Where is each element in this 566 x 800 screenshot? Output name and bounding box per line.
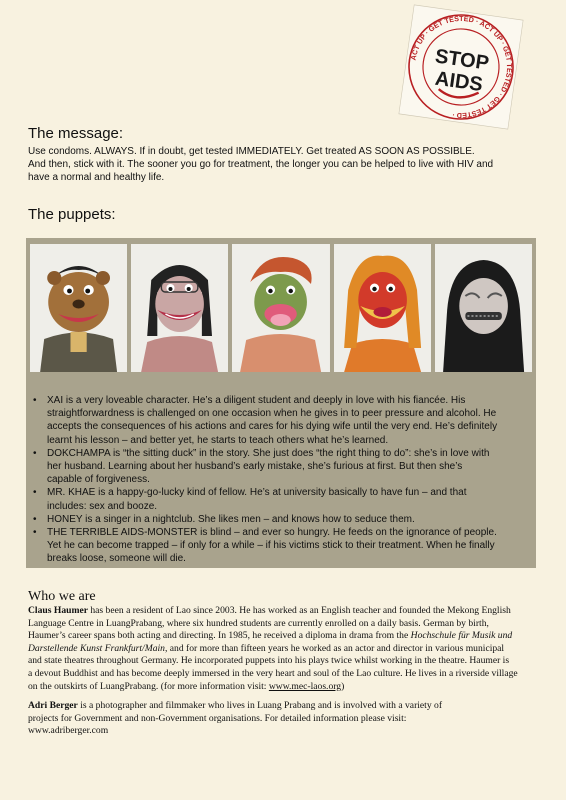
puppet-description-list — [30, 394, 547, 566]
message-line: have a normal and healthy life. — [28, 172, 165, 184]
message-heading: The message: — [28, 125, 124, 142]
logo-ring-text: ACT UP · GET TESTED · ACT UP · GET TESTED · GET TESTED · — [408, 13, 515, 121]
adriberger-link[interactable]: www.adriberger.com — [28, 725, 109, 737]
adri-berger-name: Adri Berger — [28, 700, 78, 711]
puppet-photo-honey — [334, 244, 431, 372]
puppet-photo-row — [30, 244, 532, 372]
adri-berger-bio: Adri Berger is a photographer and filmmaker who lives in Luang Prabang and is involved with a variety of projects for Government and non-Government organisations. For detailed information please visit: www.adriberger.com — [28, 700, 536, 738]
who-we-are-heading: Who we are — [28, 589, 96, 604]
list-item: • THE TERRIBLE AIDS-MONSTER is blind – and ever so hungry. He feeds on the ignorance of people. Yet he can become trapped – if only for a while – if his victims stick to their treatment. When he finally breaks loose, someone will die. — [47, 526, 547, 566]
mec-laos-link[interactable]: www.mec-laos.org — [268, 680, 342, 692]
logo-stop-text: STOP — [433, 45, 491, 75]
puppets-heading: The puppets: — [28, 206, 116, 223]
list-item: • HONEY is a singer in a nightclub. She likes men – and knows how to seduce them. — [47, 513, 547, 526]
message-text — [28, 145, 538, 185]
list-item: • DOKCHAMPA is “the sitting duck” in the story. She just does “the right thing to do”: she’s in love with her husband. Learning about her husband’s early mistake, she’s furious at first. But then she’s capable of forgiveness. — [47, 447, 547, 487]
puppet-photo-aids-monster — [435, 244, 532, 372]
claus-haumer-bio: Claus Haumer has been a resident of Lao since 2003. He has worked as an English teacher and founded the Mekong English Language Centre in LuangPrabang, where six hundred students are currently enrolled on a daily basis. German by birth, Haumer’s career spans both acting and directing. In 1985, he received a diploma in drama from the Hochschule für Musik und Darstellende Kunst Frankfurt/Main, and for more than fifteen years he worked as an actor and director in various municipal and state theatres throughout Germany. He incorporated puppets into his plays twice whilst working in the theatre. Haumer is a devout Buddhist and has become deeply immersed in the very heart and soul of the Lao culture. He lives in a riverside village on the outskirts of LuangPrabang. (for more information visit: www.mec-laos.org) — [28, 605, 518, 692]
stop-aids-logo — [394, 0, 527, 133]
logo-aids-text: AIDS — [433, 67, 485, 97]
list-item: • XAI is a very loveable character. He’s a diligent student and deeply in love with his fiancée. His straightforwardness is challenged on one occasion when he gives in to peer pressure and alcohol. He accepts the consequences of his actions and cares for his dying wife until the very end. He’s definitely learnt his lesson – and better yet, he starts to teach others what he’s learned. — [47, 394, 547, 447]
puppet-photo-mr-khae — [232, 244, 329, 372]
claus-haumer-name: Claus Haumer — [28, 605, 88, 616]
message-line: And then, stick with it. The sooner you go for treatment, the longer you can be helped to live with HIV and — [28, 159, 494, 171]
list-item: • MR. KHAE is a happy-go-lucky kind of fellow. He’s at university basically to have fun – and that includes: sex and booze. — [47, 486, 547, 512]
puppet-photo-xai — [30, 244, 127, 372]
message-line: Use condoms. ALWAYS. If in doubt, get tested IMMEDIATELY. Get treated AS SOON AS POSSIBLE. — [28, 146, 475, 157]
puppets-panel — [26, 238, 536, 568]
puppet-photo-dokchampa — [131, 244, 228, 372]
